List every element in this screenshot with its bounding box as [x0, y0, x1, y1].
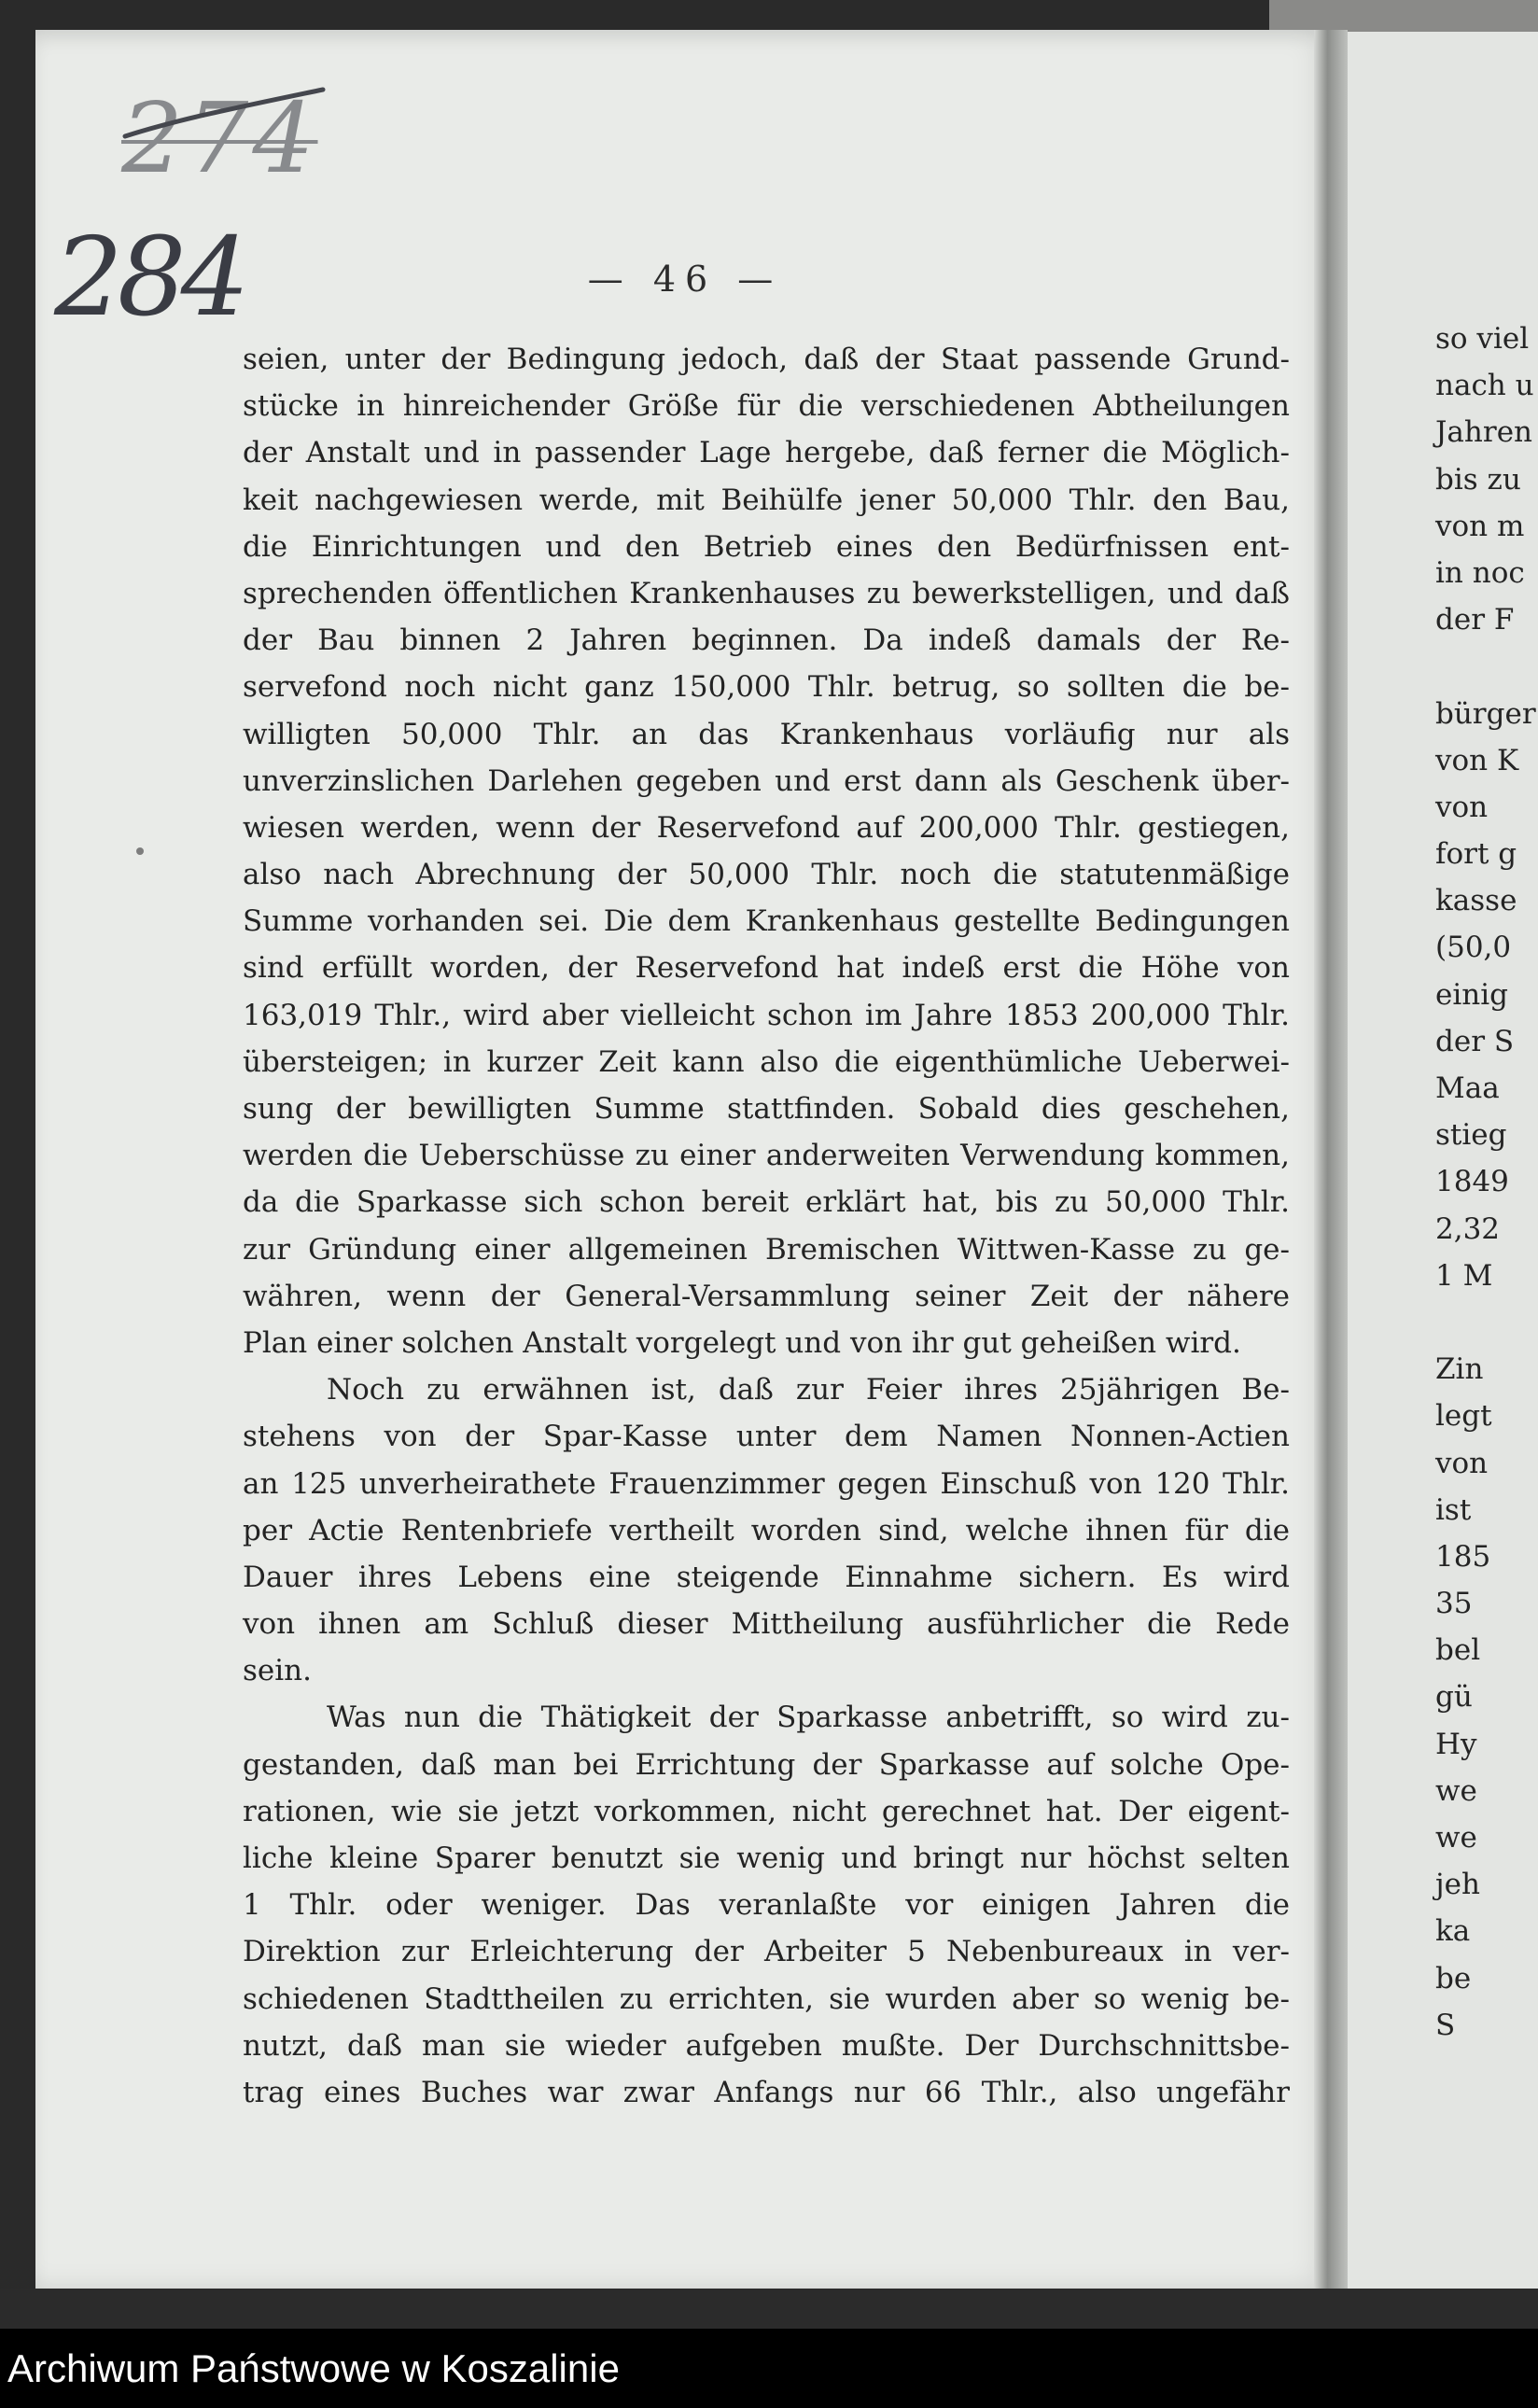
text-line: werden die Ueberschüsse zu einer anderweiten Verwendung kommen, — [243, 1139, 1290, 1173]
right-page-line: gü — [1435, 1680, 1473, 1715]
right-page-line: Maa — [1435, 1071, 1500, 1105]
text-line: seien, unter der Bedingung jedoch, daß der Staat passende Grund- — [243, 343, 1290, 376]
right-page-line: fort g — [1435, 837, 1517, 872]
right-page-line — [1435, 1299, 1536, 1346]
text-line: Direktion zur Erleichterung der Arbeiter 5 Nebenbureaux in ver- — [243, 1935, 1290, 1969]
right-page-line: bis zu — [1435, 462, 1521, 497]
right-page-line: ist — [1435, 1492, 1472, 1527]
text-line: übersteigen; in kurzer Zeit kann also die eigenthümliche Ueberwei- — [243, 1044, 1290, 1079]
right-page-line: der F — [1435, 603, 1515, 637]
text-line: trag eines Buches war zwar Anfangs nur 66 Thlr., also ungefähr — [243, 2075, 1290, 2109]
right-page-line: von K — [1435, 743, 1519, 777]
right-page-line: be — [1435, 1961, 1472, 1995]
text-line: sein. — [243, 1654, 312, 1688]
text-line: unverzinslichen Darlehen gegeben und erst dann als Geschenk über- — [243, 763, 1290, 798]
text-line: 1 Thlr. oder weniger. Das veranlaßte vor einigen Jahren die — [243, 1888, 1290, 1923]
left-page — [35, 30, 1335, 2289]
text-line: da die Sparkasse sich schon bereit erklärt hat, bis zu 50,000 Thlr. — [243, 1185, 1290, 1220]
right-page-line: bel — [1435, 1633, 1481, 1668]
right-page-line: stieg — [1435, 1118, 1507, 1153]
right-page-line: legt — [1435, 1399, 1492, 1434]
right-page-line: einig — [1435, 977, 1508, 1012]
text-line: also nach Abrechnung der 50,000 Thlr. noch die statutenmäßige — [243, 858, 1290, 892]
right-page-line: (50,0 — [1435, 931, 1512, 965]
right-page-line: von — [1435, 1446, 1489, 1480]
text-line: 163,019 Thlr., wird aber vielleicht schon im Jahre 1853 200,000 Thlr. — [243, 998, 1290, 1032]
right-page-line: von — [1435, 790, 1489, 824]
text-line: liche kleine Sparer benutzt sie wenig und bringt nur höchst selten — [243, 1841, 1290, 1875]
body-text — [243, 336, 1290, 2116]
text-line: keit nachgewiesen werde, mit Beihülfe jener 50,000 Thlr. den Bau, — [243, 483, 1290, 517]
text-line: von ihnen am Schluß dieser Mittheilung ausführlicher die Rede — [243, 1607, 1290, 1642]
right-page-line: nach u — [1435, 369, 1534, 403]
right-page-line: jeh — [1435, 1868, 1480, 1902]
handwritten-folio-number: 284 — [54, 215, 245, 341]
right-page-line: in noc — [1435, 555, 1525, 590]
page-edge — [1269, 0, 1538, 34]
text-line: servefond noch nicht ganz 150,000 Thlr. betrug, so sollten die be- — [243, 670, 1290, 705]
pencil-strike-icon — [121, 82, 327, 147]
text-line: per Actie Rentenbriefe vertheilt worden sind, welche ihnen für die — [243, 1513, 1290, 1547]
text-line: die Einrichtungen und den Betrieb eines den Bedürfnissen ent- — [243, 529, 1290, 564]
right-page-line: der S — [1435, 1024, 1515, 1058]
text-line: stehens von der Spar-Kasse unter dem Namen Nonnen-Actien — [243, 1420, 1290, 1454]
right-page-text — [1435, 315, 1536, 2049]
text-line: Dauer ihres Lebens eine steigende Einnahme sichern. Es wird — [243, 1560, 1290, 1594]
page-number: — 46 — — [587, 259, 783, 300]
text-line: gestanden, daß man bei Errichtung der Sparkasse auf solche Ope- — [243, 1747, 1290, 1782]
text-line: Plan einer solchen Anstalt vorgelegt und von ihr gut geheißen wird. — [243, 1325, 1241, 1360]
text-line: der Bau binnen 2 Jahren beginnen. Da indeß damals der Re- — [243, 623, 1290, 658]
text-line: Was nun die Thätigkeit der Sparkasse anbetrifft, so wird zu- — [327, 1701, 1290, 1735]
text-line: Summe vorhanden sei. Die dem Krankenhaus gestellte Bedingungen — [243, 904, 1290, 939]
right-page-line: 35 — [1435, 1587, 1473, 1621]
text-line: sprechenden öffentlichen Krankenhauses zu bewerkstelligen, und daß — [243, 576, 1290, 610]
scan-shadow — [0, 2289, 1538, 2329]
right-page-line: we — [1435, 1773, 1477, 1808]
text-line: der Anstalt und in passender Lage hergebe, daß ferner die Möglich- — [243, 436, 1290, 470]
right-page-line: 2,32 — [1435, 1211, 1501, 1246]
right-page-line: kasse — [1435, 884, 1517, 918]
right-page-line: Jahren — [1435, 415, 1533, 450]
text-line: an 125 unverheirathete Frauenzimmer gegen Einschuß von 120 Thlr. — [243, 1466, 1290, 1501]
book-gutter — [1314, 30, 1348, 2289]
text-line: schiedenen Stadttheilen zu errichten, sie wurden aber so wenig be- — [243, 1981, 1290, 2016]
text-line: sung der bewilligten Summe stattfinden. Sobald dies geschehen, — [243, 1092, 1290, 1126]
right-page-line: so viel — [1435, 322, 1530, 356]
paper-speck — [136, 847, 144, 855]
right-page-line: Hy — [1435, 1727, 1477, 1761]
text-line: zur Gründung einer allgemeinen Bremischen Wittwen-Kasse zu ge- — [243, 1232, 1290, 1267]
text-line: rationen, wie sie jetzt vorkommen, nicht gerechnet hat. Der eigent- — [243, 1794, 1290, 1828]
text-line: wiesen werden, wenn der Reservefond auf 200,000 Thlr. gestiegen, — [243, 810, 1290, 845]
right-page-line: S — [1435, 2008, 1456, 2042]
text-line: willigten 50,000 Thlr. an das Krankenhaus vorläufig nur als — [243, 717, 1290, 751]
right-page-line: bürger — [1435, 696, 1536, 731]
right-page-line: 185 — [1435, 1539, 1491, 1574]
right-page-line: 1 M — [1435, 1258, 1493, 1293]
text-line: währen, wenn der General-Versammlung seiner Zeit der nähere — [243, 1279, 1290, 1313]
crossed-out-folio-number: 274 — [121, 81, 318, 195]
text-line: Noch zu erwähnen ist, daß zur Feier ihres 25jährigen Be- — [327, 1373, 1290, 1407]
text-line: sind erfüllt worden, der Reservefond hat indeß erst die Höhe von — [243, 951, 1290, 986]
text-line: nutzt, daß man sie wieder aufgeben mußte. Der Durchschnittsbe- — [243, 2028, 1290, 2063]
right-page-line: von m — [1435, 509, 1525, 543]
right-page-line — [1435, 643, 1536, 690]
right-page-line: Zin — [1435, 1352, 1484, 1387]
right-page-line: 1849 — [1435, 1165, 1509, 1199]
right-page-line: we — [1435, 1821, 1477, 1855]
archive-footer: Archiwum Państwowe w Koszalinie — [0, 2329, 1538, 2408]
right-page-line: ka — [1435, 1914, 1471, 1949]
text-line: stücke in hinreichender Größe für die verschiedenen Abtheilungen — [243, 389, 1290, 424]
